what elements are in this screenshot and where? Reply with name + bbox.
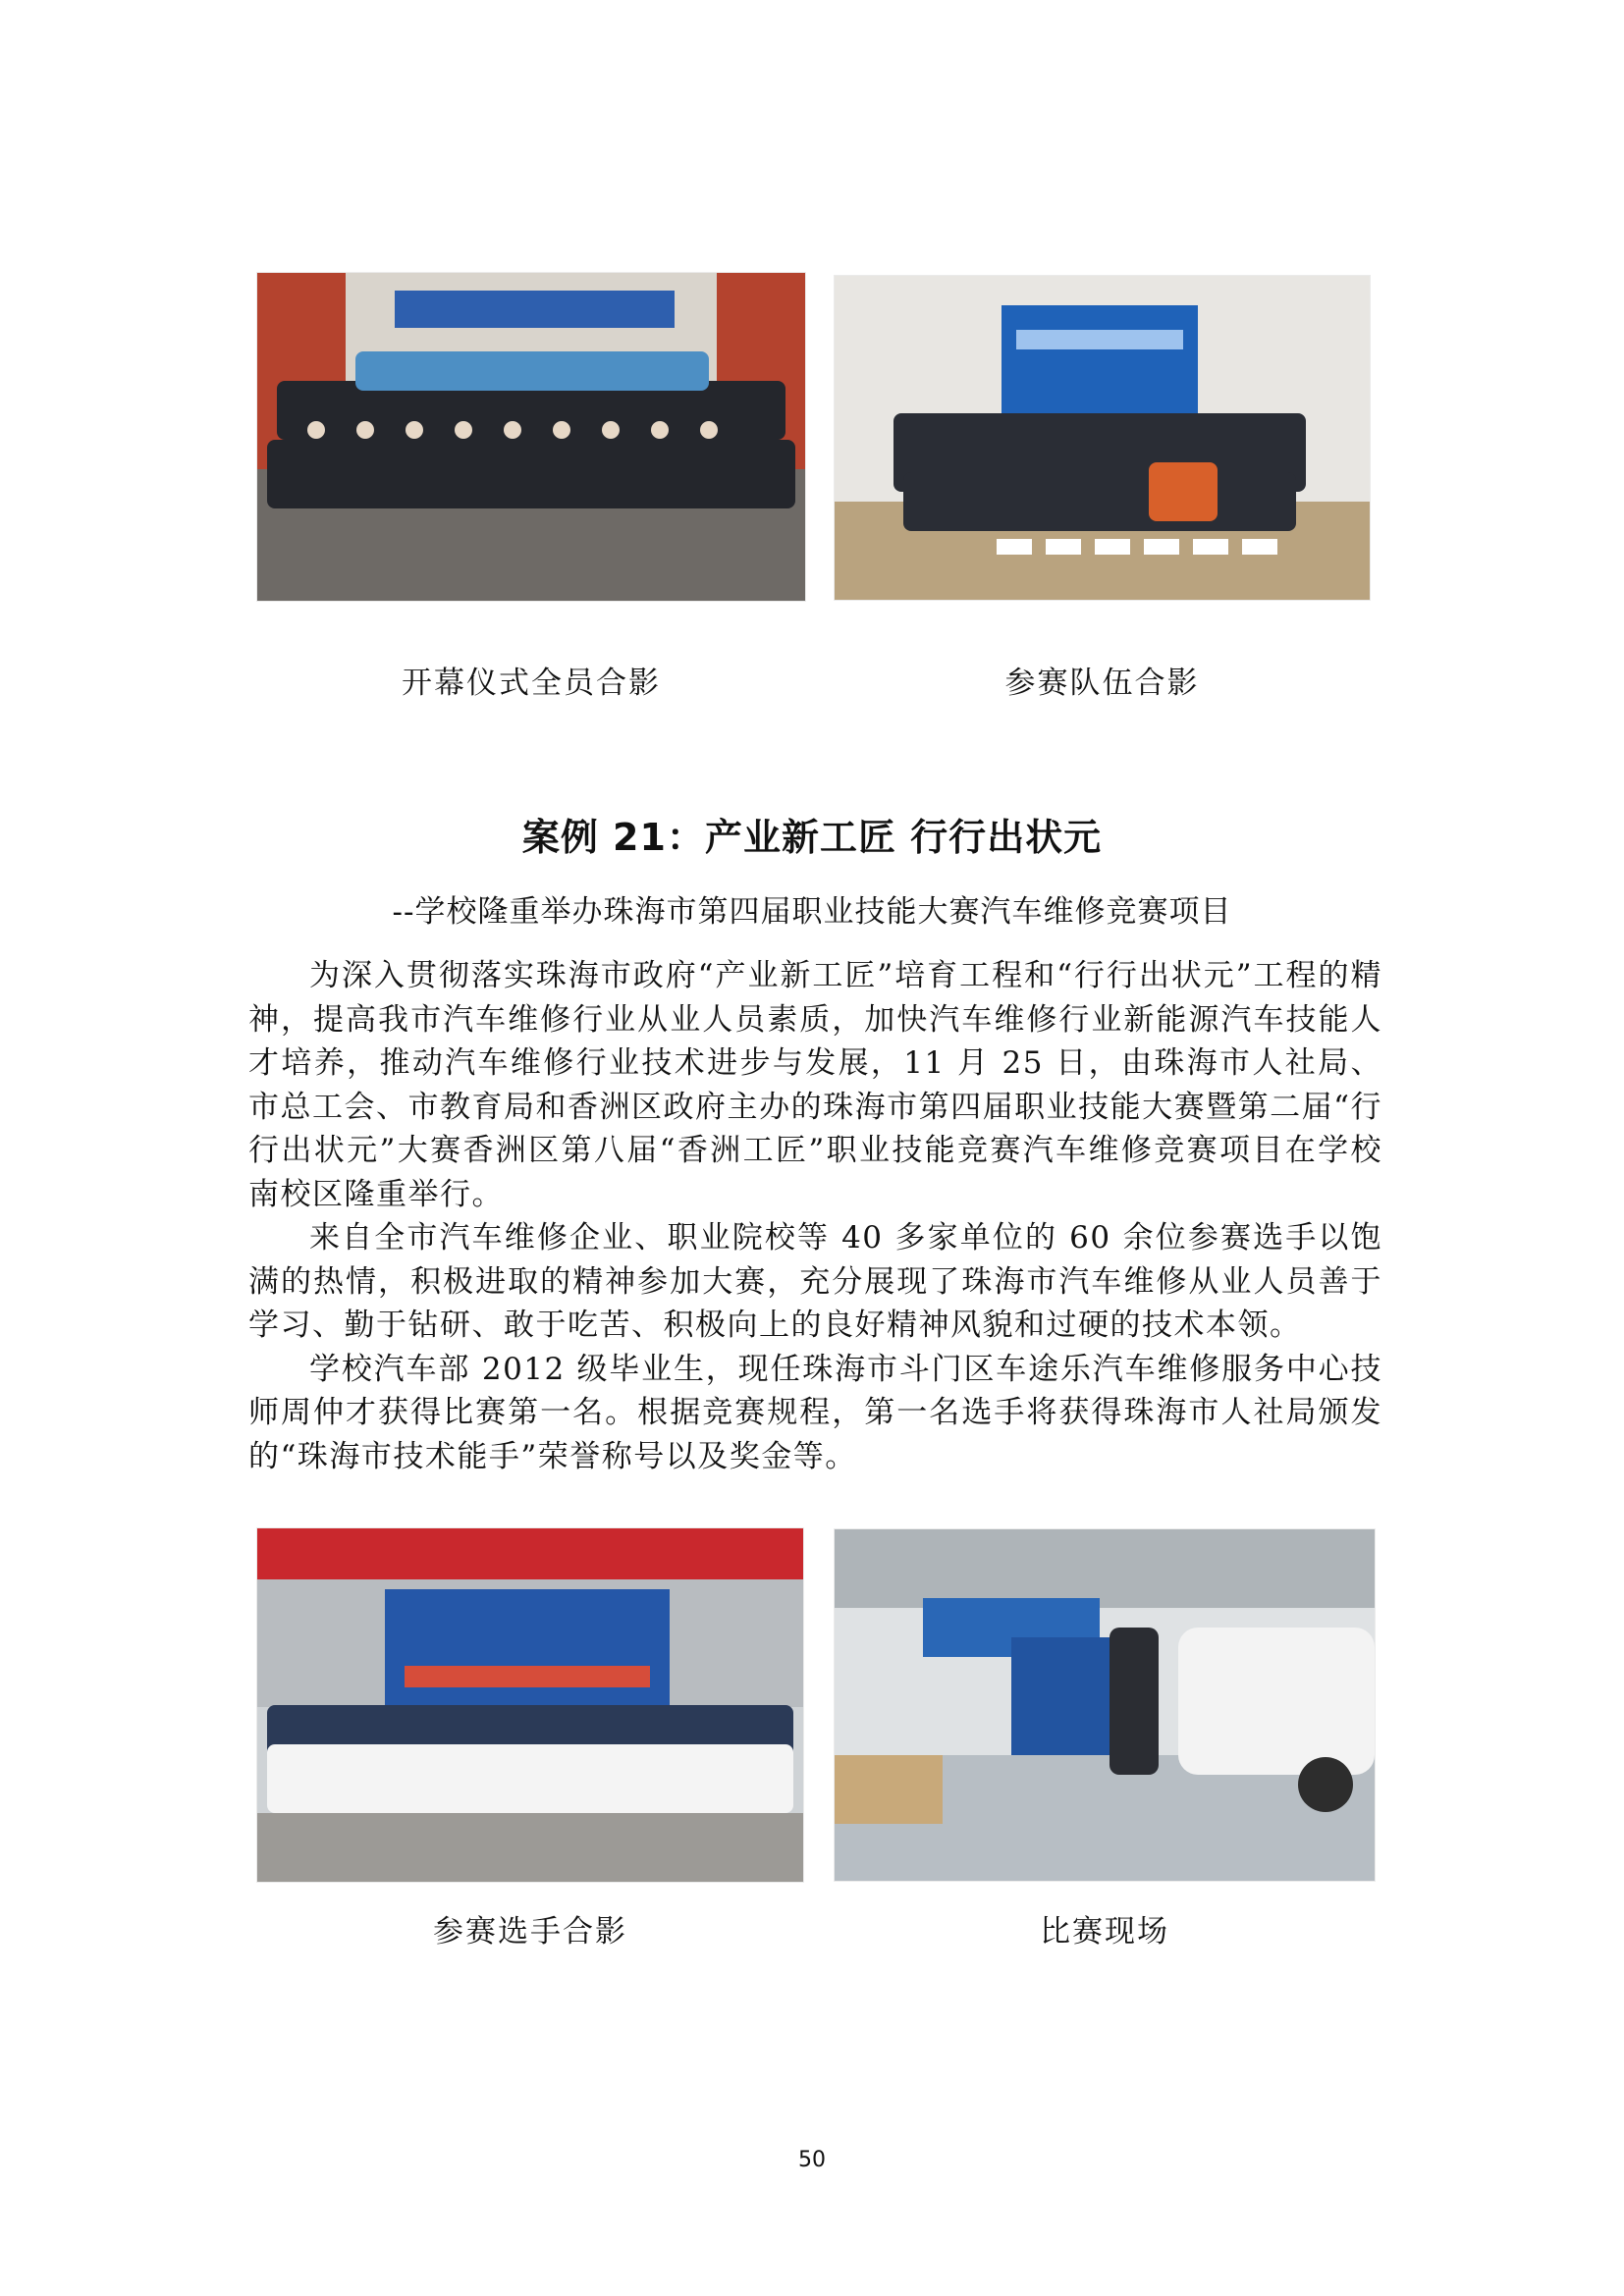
page-number: 50: [798, 2148, 826, 2172]
competition-teams-caption: 参赛队伍合影: [1004, 666, 1200, 701]
contestants-group-photo: [257, 1528, 803, 1882]
opening-ceremony-photo: [257, 273, 805, 601]
paragraph-3: 学校汽车部 2012 级毕业生，现任珠海市斗门区车途乐汽车维修服务中心技师周仲才获得比赛第一名。根据竞赛规程，第一名选手将获得珠海市人社局颁发的“珠海市技术能手”荣誉称号以及奖金等。: [248, 1351, 1382, 1474]
case-title: 案例 21：产业新工匠 行行出状元: [521, 816, 1103, 859]
case-subtitle: --学校隆重举办珠海市第四届职业技能大赛汽车维修竞赛项目: [392, 894, 1232, 930]
body-text: [248, 954, 1382, 1478]
opening-ceremony-caption: 开幕仪式全员合影: [402, 666, 661, 701]
paragraph-1: 为深入贯彻落实珠海市政府“产业新工匠”培育工程和“行行出状元”工程的精神，提高我市汽车维修行业从业人员素质，加快汽车维修行业新能源汽车技能人才培养，推动汽车维修行业技术进步与发展，11 月 25 日，由珠海市人社局、市总工会、市教育局和香洲区政府主办的珠海市第四届职业技能大赛暨第二届“行行出状元”大赛香洲区第八届“香洲工匠”职业技能竞赛汽车维修竞赛项目在学校南校区隆重举行。: [248, 958, 1382, 1212]
competition-scene-caption: 比赛现场: [1040, 1914, 1169, 1949]
paragraph-2: 来自全市汽车维修企业、职业院校等 40 多家单位的 60 余位参赛选手以饱满的热情，积极进取的精神参加大赛，充分展现了珠海市汽车维修从业人员善于学习、勤于钻研、敢于吃苦、积极向上的良好精神风貌和过硬的技术本领。: [248, 1220, 1382, 1343]
competition-teams-photo: [835, 276, 1370, 600]
competition-scene-photo: [835, 1529, 1375, 1881]
contestants-group-caption: 参赛选手合影: [433, 1914, 627, 1949]
